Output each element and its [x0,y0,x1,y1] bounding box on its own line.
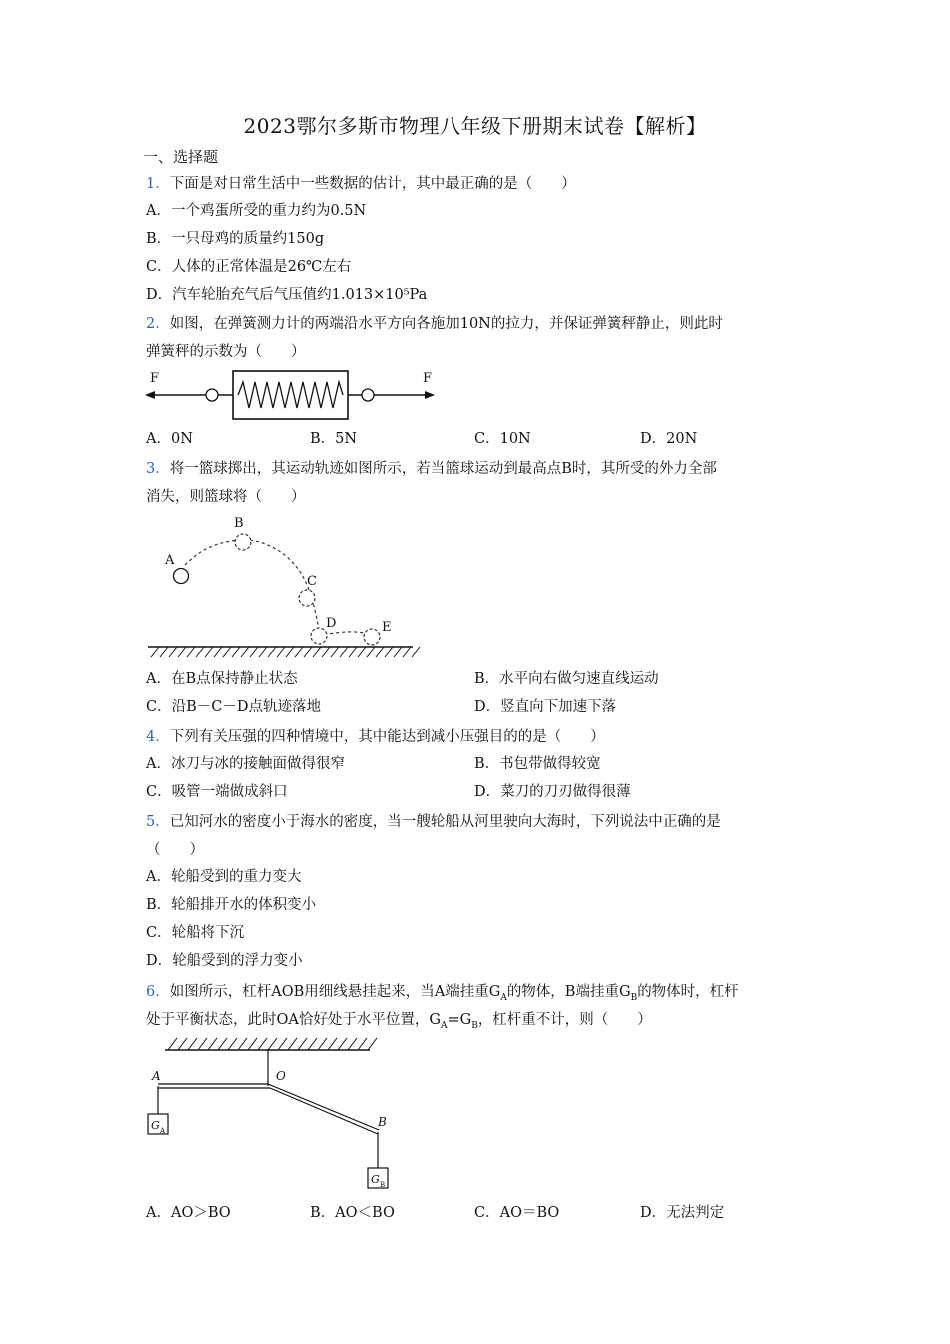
question-5-stem-cont: （ ） [146,842,204,858]
hatch-mark [358,647,366,657]
ceiling-hatching [168,1038,377,1050]
question-6-stem-cont [146,1010,652,1036]
hatch-mark [338,1038,347,1050]
q3-option-a: A．在B点保持静止状态 [146,671,298,687]
hatch-mark [208,1038,217,1050]
hatch-mark [169,647,177,657]
hatch-mark [258,1038,267,1050]
q5-option-c: C．轮船将下沉 [146,925,245,941]
hatch-mark [318,1038,327,1050]
q4-option-c: C．吸管一端做成斜口 [146,784,288,800]
hatch-mark [322,647,330,657]
ball-c [299,590,315,606]
ball-e [364,629,380,645]
hatch-mark [368,1038,377,1050]
ball-d [311,628,327,644]
hatch-mark [385,647,393,657]
q6-option-b: B．AO＜BO [310,1205,395,1221]
spring-scale-box [233,371,348,419]
question-number: 6． [146,984,170,1000]
arrow-left-icon [145,391,155,399]
q3-option-d: D．竖直向下加速下落 [474,699,617,715]
hatch-mark [286,647,294,657]
hatch-mark [205,647,213,657]
q6-option-d: D．无法判定 [640,1205,725,1221]
subscript: B [471,1020,478,1031]
hatch-mark [295,647,303,657]
hatch-mark [228,1038,237,1050]
arrow-right-icon [425,391,435,399]
hatch-mark [268,1038,277,1050]
hatch-mark [412,647,420,657]
subscript: A [500,992,507,1003]
q1-option-d: D．汽车轮胎充气后气压值约1.013×10⁵Pa [146,287,428,303]
question-2 [146,314,723,334]
question-stem: 将一篮球掷出，其运动轨迹如图所示，若当篮球运动到最高点B时，其所受的外力全部 [169,461,717,477]
hatch-mark [238,1038,247,1050]
hatch-mark [268,647,276,657]
q5-option-a: A．轮船受到的重力变大 [146,869,302,885]
q6-option-a: A．AO＞BO [146,1205,231,1221]
hatch-mark [187,647,195,657]
q1-option-a: A．一个鸡蛋所受的重力约为0.5N [146,203,367,219]
question-number: 1． [146,176,170,192]
q4-option-b: B．书包带做得较宽 [474,756,601,772]
q3-option-b: B．水平向右做匀速直线运动 [474,671,659,687]
basketball-trajectory-figure [145,510,425,660]
point-label-b: B [234,516,244,531]
question-stem: 下面是对日常生活中一些数据的估计，其中最正确的是（ ） [169,176,576,192]
question-4 [146,727,605,747]
hatch-mark [298,1038,307,1050]
question-number: 3． [146,461,170,477]
question-stem: 已知河水的密度小于海水的密度，当一艘轮船从河里驶向大海时，下列说法中正确的是 [169,814,721,830]
hatch-mark [178,1038,187,1050]
q5-option-b: B．轮船排开水的体积变小 [146,897,317,913]
hatch-mark [198,1038,207,1050]
hatch-mark [328,1038,337,1050]
label-o: O [276,1069,286,1083]
q2-option-a: A．0N [146,431,193,447]
label-ga: G [151,1119,160,1132]
question-1 [146,174,576,194]
hatch-mark [348,1038,357,1050]
hatch-mark [403,647,411,657]
hatch-mark [232,647,240,657]
ball-b [235,534,251,550]
section-heading: 一、选择题 [143,148,219,166]
hatch-mark [394,647,402,657]
question-3 [146,459,717,479]
q2-option-d: D．20N [640,431,698,447]
q2-option-c: C．10N [474,431,531,447]
hatch-mark [313,647,321,657]
hatch-mark [349,647,357,657]
hatch-mark [196,647,204,657]
ground-hatching [151,647,420,657]
question-3-stem-cont: 消失，则篮球将（ ） [146,489,306,505]
question-number: 4． [146,729,170,745]
q4-option-d: D．菜刀的刀刃做得很薄 [474,784,631,800]
hatch-mark [178,647,186,657]
subscript: B [630,992,638,1003]
label-gb-sub: B [380,1181,386,1189]
q1-option-c: C．人体的正常体温是26℃左右 [146,259,352,275]
spring-scale-figure [140,366,440,426]
ball-a [174,569,189,584]
hatch-mark [308,1038,317,1050]
q1-option-b: B．一只母鸡的质量约150g [146,231,325,247]
hatch-mark [223,647,231,657]
force-label-left: F [150,371,160,386]
hatch-mark [214,647,222,657]
question-number: 2． [146,316,170,332]
hatch-mark [278,1038,287,1050]
lever-figure [140,1034,400,1194]
question-stem-part: 处于平衡状态，此时OA恰好处于水平位置，G [146,1012,441,1028]
question-number: 5． [146,814,170,830]
question-stem: 下列有关压强的四种情境中，其中能达到减小压强目的的是（ ） [169,729,605,745]
hatch-mark [168,1038,177,1050]
question-6 [146,982,739,1008]
hatch-mark [304,647,312,657]
page-title: 2023鄂尔多斯市物理八年级下册期末试卷【解析】 [243,114,707,138]
point-label-c: C [307,574,317,589]
hatch-mark [218,1038,227,1050]
label-ga-sub: A [160,1127,166,1135]
question-2-stem-cont: 弹簧秤的示数为（ ） [146,344,306,360]
hatch-mark [241,647,249,657]
hatch-mark [358,1038,367,1050]
label-gb: G [371,1173,380,1186]
trajectory-path [185,540,370,635]
point-label-d: D [326,616,337,631]
question-stem-part: 的物体，B端挂重G [506,984,631,1000]
question-5 [146,812,721,832]
point-label-a: A [165,553,175,568]
force-label-right: F [423,371,433,386]
hatch-mark [250,647,258,657]
hatch-mark [288,1038,297,1050]
q3-option-c: C．沿B－C－D点轨迹落地 [146,699,321,715]
label-b: B [378,1115,387,1129]
hatch-mark [331,647,339,657]
hatch-mark [160,647,168,657]
question-stem-part: =G [447,1012,472,1028]
subscript: A [440,1020,448,1031]
question-stem-part: ，杠杆重不计，则（ ） [477,1012,652,1028]
hatch-mark [188,1038,197,1050]
hatch-mark [248,1038,257,1050]
question-stem-part: 的物体时，杠杆 [637,984,739,1000]
q5-option-d: D．轮船受到的浮力变小 [146,953,303,969]
point-label-e: E [382,620,392,635]
hatch-mark [367,647,375,657]
hatch-mark [340,647,348,657]
q2-option-b: B．5N [310,431,358,447]
hatch-mark [376,647,384,657]
hatch-mark [259,647,267,657]
question-stem: 如图所示，杠杆AOB用细线悬挂起来，当A端挂重G [169,984,501,1000]
q6-option-c: C．AO＝BO [474,1205,560,1221]
question-stem: 如图，在弹簧测力计的两端沿水平方向各施加10N的拉力，并保证弹簧秤静止，则此时 [169,316,723,332]
hatch-mark [151,647,159,657]
hatch-mark [277,647,285,657]
q4-option-a: A．冰刀与冰的接触面做得很窄 [146,756,345,772]
label-a: A [152,1069,161,1083]
